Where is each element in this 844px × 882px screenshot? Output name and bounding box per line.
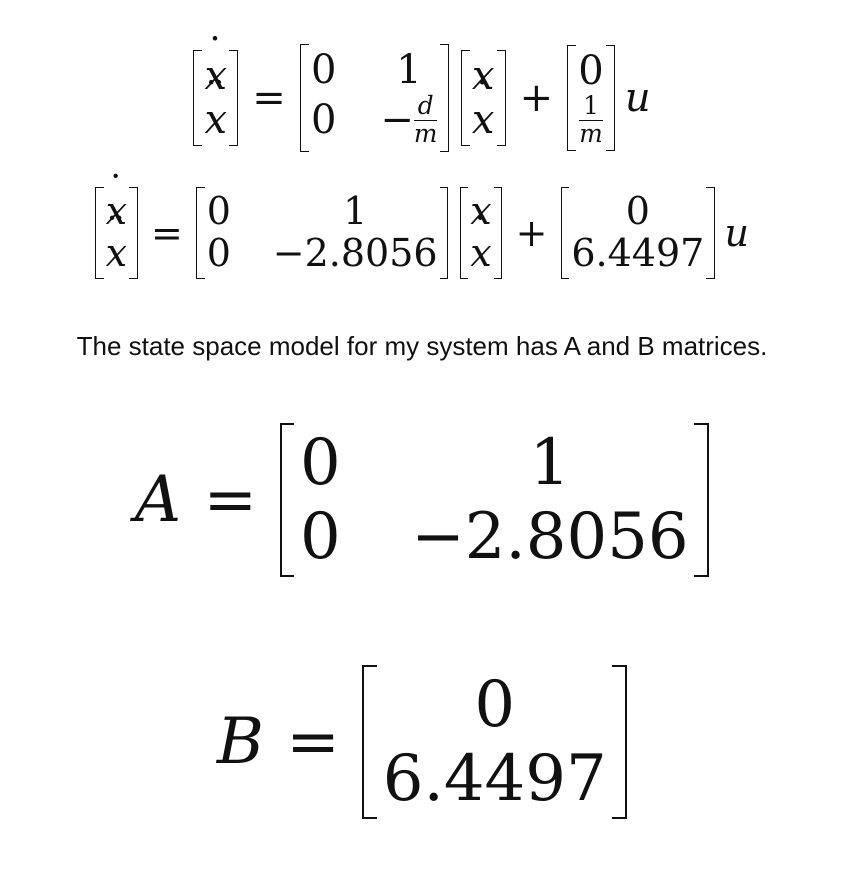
fraction-1-over-m bbox=[579, 90, 603, 148]
a-matrix-symbolic bbox=[300, 44, 449, 152]
plus-sign: + bbox=[515, 211, 548, 255]
state-derivative-vector bbox=[193, 50, 238, 147]
a-r1c2: 1 bbox=[529, 425, 571, 500]
matrix-name-b: B bbox=[216, 705, 264, 779]
b-r1: 0 bbox=[625, 188, 650, 233]
a-r1c2: 1 bbox=[396, 47, 422, 94]
x-dot: ˙ x bbox=[106, 192, 127, 232]
b-r2: 6.4497 bbox=[571, 231, 705, 276]
b-vector-symbolic bbox=[567, 45, 615, 152]
b-r1: 0 bbox=[474, 667, 516, 742]
equals-sign: = bbox=[203, 463, 258, 537]
equals-sign: = bbox=[151, 211, 183, 255]
x-ddot: ¨ x bbox=[106, 234, 127, 274]
a-r2c1: 0 bbox=[299, 499, 341, 574]
b-matrix-equation bbox=[0, 642, 844, 842]
denominator: m bbox=[579, 118, 603, 148]
a-matrix-equation bbox=[0, 400, 844, 600]
a-r2c2: −2.8056 bbox=[411, 499, 689, 574]
denominator: m bbox=[413, 118, 438, 148]
b-r1: 0 bbox=[578, 47, 604, 94]
state-derivative-vector bbox=[95, 187, 138, 279]
a-r2c2 bbox=[380, 92, 437, 147]
state-space-equation-symbolic bbox=[0, 28, 844, 168]
state-vector bbox=[461, 50, 506, 147]
x-dot: ˙ x bbox=[470, 234, 491, 274]
a-r1c1: 0 bbox=[299, 425, 341, 500]
state-vector bbox=[460, 187, 503, 279]
numerator: d bbox=[414, 94, 437, 121]
a-r1c1: 0 bbox=[206, 188, 231, 233]
a-r1c2: 1 bbox=[343, 188, 368, 233]
input-u: u bbox=[624, 75, 651, 121]
input-u: u bbox=[724, 211, 749, 255]
b-matrix bbox=[362, 665, 627, 820]
plus-sign: + bbox=[519, 75, 554, 121]
numerator: 1 bbox=[579, 94, 602, 121]
state-space-equation-numeric bbox=[0, 178, 844, 288]
a-matrix bbox=[280, 423, 710, 578]
a-r2c1: 0 bbox=[310, 97, 337, 144]
x-dot: ˙ x bbox=[205, 55, 228, 97]
x: x bbox=[471, 52, 495, 99]
b-vector-numeric bbox=[561, 187, 715, 279]
a-matrix-numeric bbox=[196, 187, 448, 279]
a-r1c1: 0 bbox=[310, 47, 337, 94]
a-r2c1: 0 bbox=[206, 231, 231, 276]
fraction-d-over-m bbox=[413, 90, 438, 148]
x: x bbox=[470, 188, 492, 233]
equals-sign: = bbox=[252, 75, 286, 121]
x-ddot: ¨ x bbox=[205, 99, 228, 141]
caption-text: The state space model for my system has A and B matrices. bbox=[76, 331, 768, 361]
matrix-name-a: A bbox=[134, 463, 182, 537]
equals-sign: = bbox=[286, 705, 340, 779]
x-dot: ˙ x bbox=[472, 99, 495, 141]
a-r2c2: −2.8056 bbox=[272, 231, 438, 276]
b-r2: 6.4497 bbox=[382, 741, 607, 816]
minus-sign: − bbox=[380, 97, 414, 144]
